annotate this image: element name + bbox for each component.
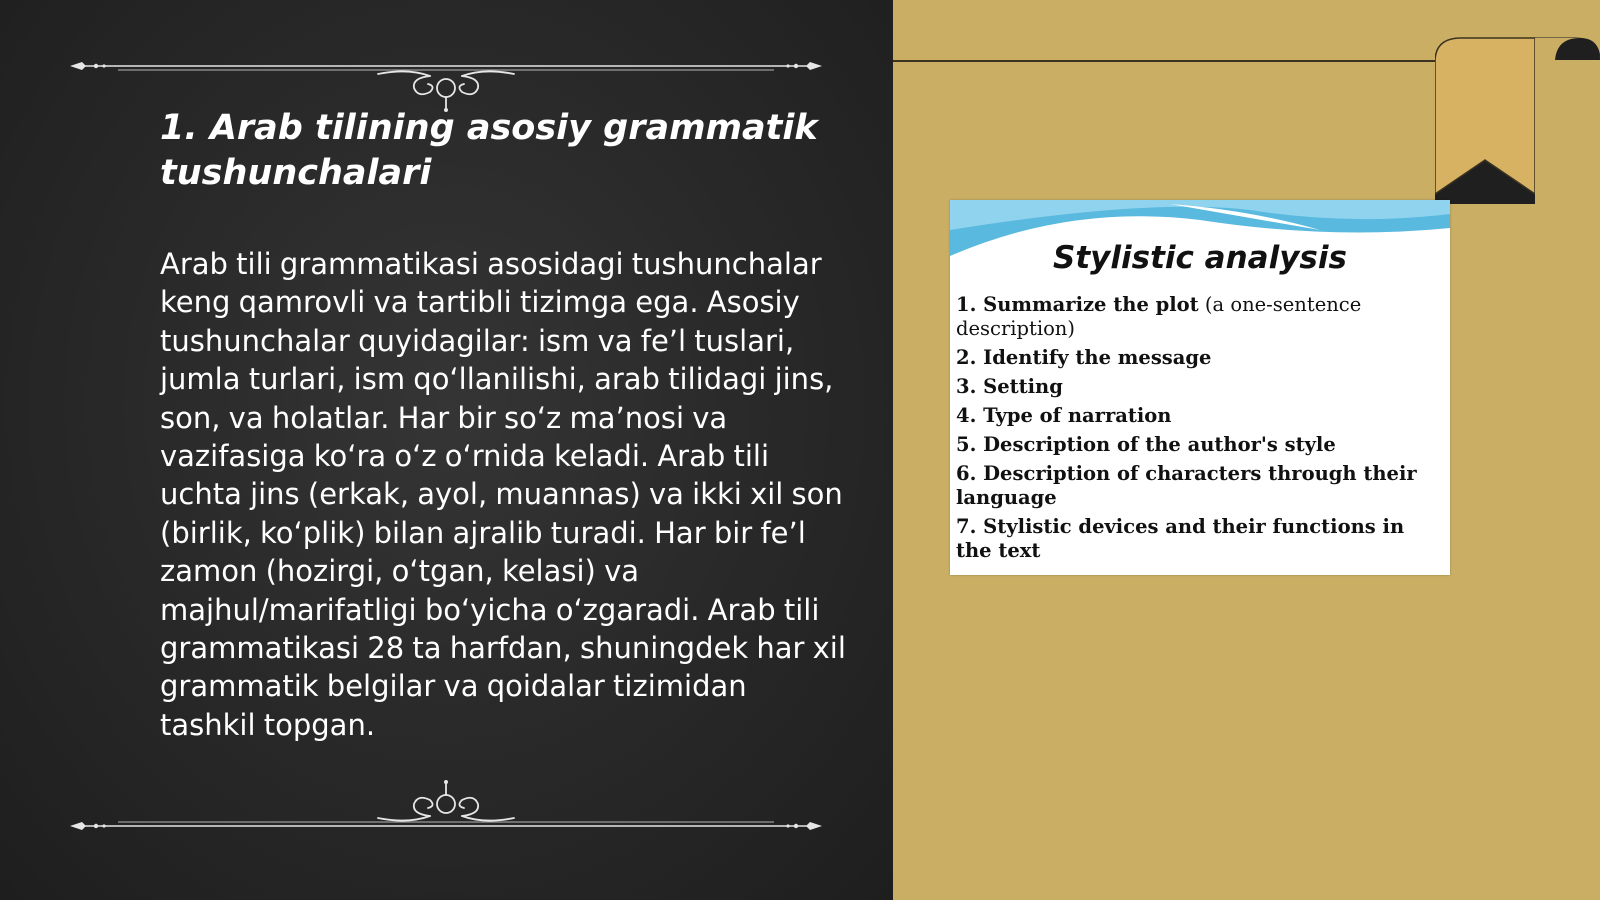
list-item: 4. Type of narration [956,404,1172,427]
ornament-divider-top [68,42,824,112]
list-item: 6. Description of characters through their language [956,462,1417,509]
slide-body-text: Arab tili grammatikasi asosidagi tushunchalar keng qamrovli va tartibli tizimga ega. Asosiy tushunchalar quyidagilar: ism va fe’l tuslari, jumla turlari, ism qo‘llanilishi, arab tilidagi jins, son, va holatlar. Har bir so‘z ma’nosi va vazifasiga ko‘ra o‘z o‘rnida keladi. Arab tili uchta jins (erkak, ayol, muannas) va ikki xil son (birlik, ko‘plik) bilan ajralib turadi. Har bir fe’l zamon (hozirgi, o‘tgan, kelasi) va majhul/marifatligi bo‘yicha o‘zgaradi. Arab tili grammatikasi 28 ta harfdan, shuningdek har xil grammatik belgilar va qoidalar tizimidan tashkil topgan. [160,247,846,742]
stylistic-analysis-card [950,200,1450,575]
list-item: 7. Stylistic devices and their functions in the text [956,515,1405,562]
list-item: 2. Identify the message [956,346,1212,369]
card-title: Stylistic analysis [1053,240,1347,276]
list-item: 5. Description of the author's style [956,433,1336,456]
bookmark-ribbon-icon [1435,34,1600,204]
list-item: 1. Summarize the plot (a one-sentence description) [956,293,1362,340]
ornament-divider-bottom [68,760,824,830]
analysis-steps-list [956,293,1446,568]
list-item: 3. Setting [956,375,1063,398]
slide-title: 1. Arab tilining asosiy grammatik tushunchalari [160,108,818,193]
